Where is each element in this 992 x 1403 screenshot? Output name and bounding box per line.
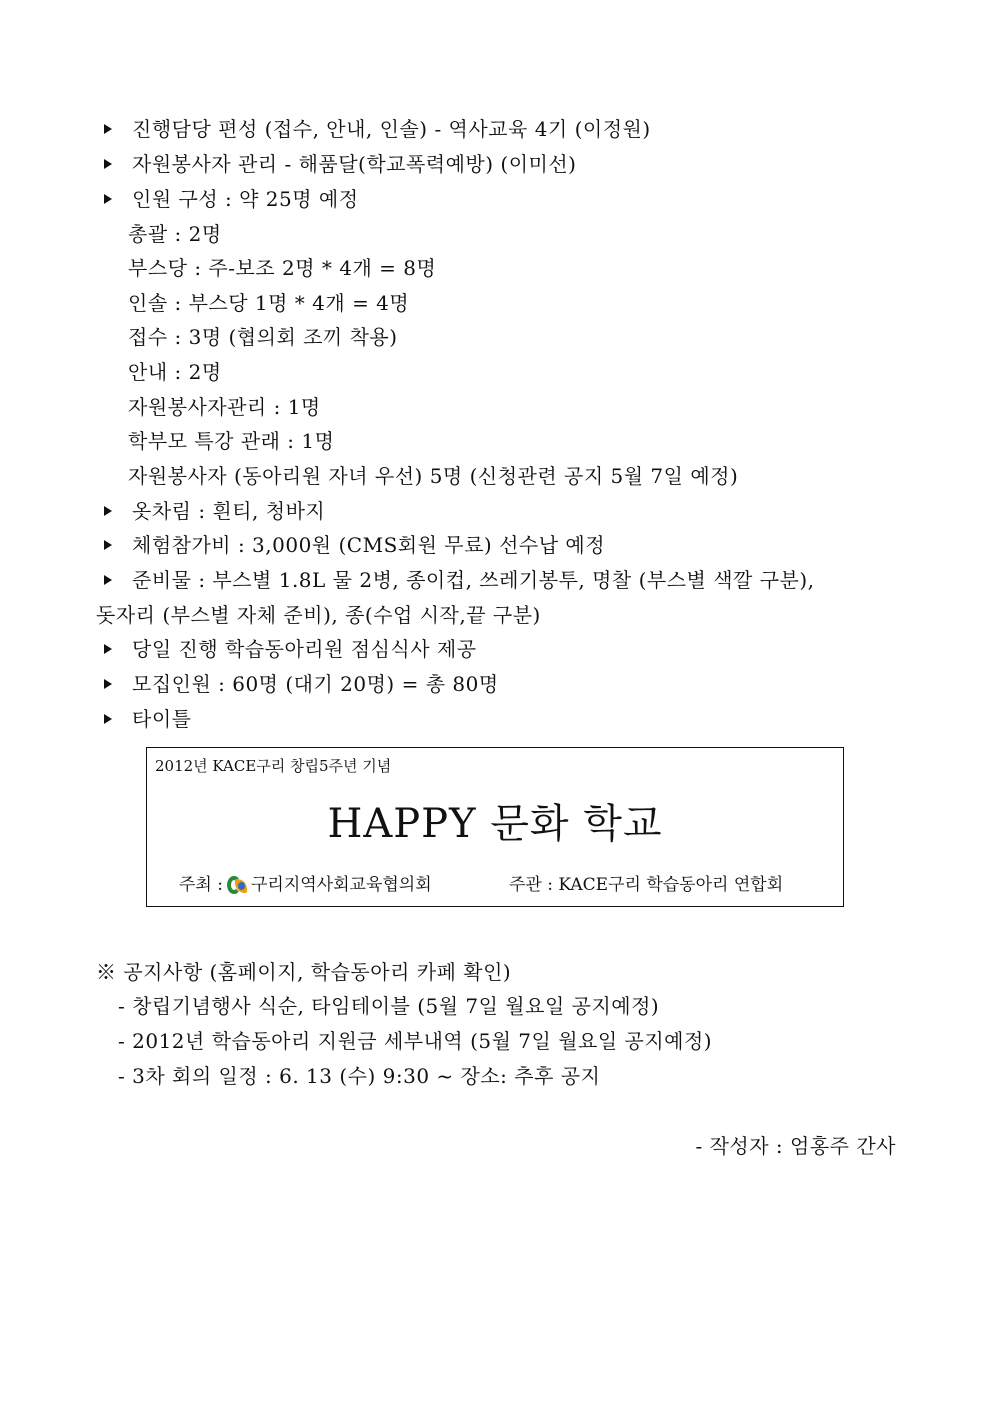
item-text: 타이틀 (132, 707, 192, 731)
triangle-bullet-icon (104, 159, 112, 169)
notice-line: - 창립기념행사 식순, 타임테이블 (5월 7일 월요일 공지예정) (118, 994, 660, 1018)
staff-line: 총괄 : 2명 (128, 222, 222, 246)
triangle-bullet-icon (104, 575, 112, 585)
list-item (104, 497, 325, 525)
item-text: 체험참가비 : 3,000원 (CMS회원 무료) 선수납 예정 (132, 533, 606, 557)
triangle-bullet-icon (104, 540, 112, 550)
item-text: 모집인원 : 60명 (대기 20명) = 총 80명 (132, 672, 499, 696)
host (179, 874, 432, 896)
triangle-bullet-icon (104, 124, 112, 134)
list-item (104, 566, 815, 594)
list-item (104, 705, 191, 733)
item-continuation: 돗자리 (부스별 자체 준비), 종(수업 시작,끝 구분) (96, 603, 541, 627)
staff-line: 접수 : 3명 (협의회 조끼 착용) (128, 325, 398, 349)
item-text: 자원봉사자 관리 - 해품달(학교폭력예방) (이미선) (132, 152, 577, 176)
notice-line: - 2012년 학습동아리 지원금 세부내역 (5월 7일 월요일 공지예정) (118, 1029, 713, 1053)
organizer: 주관 : KACE구리 학습동아리 연합회 (509, 875, 784, 895)
staff-line: 자원봉사자관리 : 1명 (128, 395, 321, 419)
staff-line: 자원봉사자 (동아리원 자녀 우선) 5명 (신청관련 공지 5월 7일 예정) (128, 464, 739, 488)
kace-logo-icon (227, 875, 249, 895)
list-item (104, 150, 576, 178)
staff-line: 학부모 특강 관래 : 1명 (128, 429, 335, 453)
host-label: 주최 : (179, 875, 223, 895)
item-text: 준비물 : 부스별 1.8L 물 2병, 종이컵, 쓰레기봉투, 명찰 (부스별 색깔 구분), (132, 568, 815, 592)
triangle-bullet-icon (104, 194, 112, 204)
item-text: 옷차림 : 흰티, 청바지 (132, 499, 326, 523)
staff-line: 부스당 : 주-보조 2명 * 4개 = 8명 (128, 256, 437, 280)
title-subtitle: 2012년 KACE구리 창립5주년 기념 (155, 757, 392, 775)
list-item (104, 185, 359, 213)
item-text: 진행담당 편성 (접수, 안내, 인솔) - 역사교육 4기 (이정원) (132, 117, 651, 141)
triangle-bullet-icon (104, 644, 112, 654)
staff-line: 인솔 : 부스당 1명 * 4개 = 4명 (128, 291, 410, 315)
list-item (104, 635, 477, 663)
staff-line: 안내 : 2명 (128, 360, 222, 384)
list-item (104, 531, 605, 559)
triangle-bullet-icon (104, 506, 112, 516)
item-text: 인원 구성 : 약 25명 예정 (132, 187, 359, 211)
item-text: 당일 진행 학습동아리원 점심식사 제공 (132, 637, 477, 661)
author-line: - 작성자 : 엄홍주 간사 (695, 1134, 896, 1158)
notice-heading: ※ 공지사항 (홈페이지, 학습동아리 카페 확인) (96, 960, 512, 984)
notice-line: - 3차 회의 일정 : 6. 13 (수) 9:30 ~ 장소: 추후 공지 (118, 1064, 601, 1088)
title-box (146, 747, 844, 907)
list-item (104, 115, 651, 143)
title-main: HAPPY 문화 학교 (327, 801, 663, 847)
triangle-bullet-icon (104, 714, 112, 724)
host-org: 구리지역사회교육협의회 (250, 875, 432, 895)
list-item (104, 670, 499, 698)
triangle-bullet-icon (104, 679, 112, 689)
